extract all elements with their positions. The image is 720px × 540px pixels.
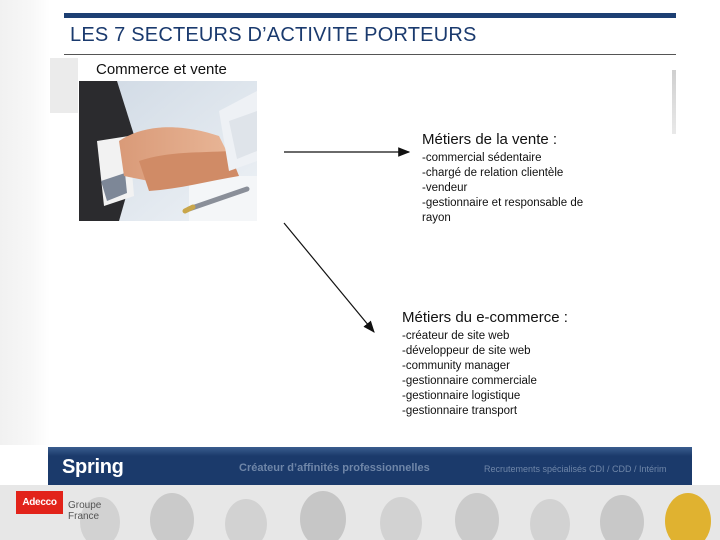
footer-tagline: Créateur d’affinités professionnelles	[239, 462, 430, 474]
face-photo	[150, 493, 194, 540]
list-item: -gestionnaire et responsable de	[422, 197, 584, 209]
vente-jobs-block	[422, 131, 622, 226]
page-title: LES 7 SECTEURS D’ACTIVITE PORTEURS	[70, 24, 477, 46]
face-photo	[455, 493, 499, 540]
list-item: rayon	[422, 212, 451, 224]
title-divider	[64, 54, 676, 55]
list-item: -gestionnaire logistique	[402, 390, 521, 402]
list-item: -vendeur	[422, 182, 468, 194]
footer-subtagline: Recrutements spécialisés CDI / CDD / Intérim	[484, 464, 667, 474]
logo-line-groupe: Groupe	[68, 500, 102, 511]
face-photo	[225, 499, 267, 540]
list-item: -gestionnaire commerciale	[402, 375, 537, 387]
list-item: -gestionnaire transport	[402, 405, 518, 417]
brand-logo: Spring	[62, 456, 124, 478]
face-photo	[665, 493, 711, 540]
face-photo	[600, 495, 644, 540]
list-item: -community manager	[402, 360, 511, 372]
handshake-illustration	[79, 81, 257, 221]
section-label: Commerce et vente	[96, 61, 227, 78]
handshake-photo	[79, 81, 257, 221]
list-item: -commercial sédentaire	[422, 152, 542, 164]
list-item: -développeur de site web	[402, 345, 531, 357]
list-item: -chargé de relation clientèle	[422, 167, 564, 179]
ecommerce-jobs-block	[402, 309, 602, 419]
face-photo	[380, 497, 422, 540]
adecco-group-label	[68, 500, 101, 522]
logo-line-france: France	[68, 511, 100, 522]
left-edge-decoration	[0, 0, 50, 445]
ecommerce-jobs-list	[402, 329, 602, 419]
vente-jobs-title: Métiers de la vente :	[422, 131, 558, 148]
face-photo	[530, 499, 570, 540]
face-photo	[300, 491, 346, 540]
ecommerce-jobs-title: Métiers du e-commerce :	[402, 309, 568, 326]
footer-band	[48, 447, 692, 485]
title-accent-bar	[64, 13, 676, 18]
right-edge-decoration	[672, 70, 676, 134]
adecco-logo: Adecco	[16, 491, 63, 514]
list-item: -créateur de site web	[402, 330, 510, 342]
vente-jobs-list	[422, 151, 622, 226]
arrow-to-ecommerce	[284, 223, 374, 332]
left-notch-decoration	[50, 58, 78, 113]
footer-people-strip	[0, 485, 720, 540]
